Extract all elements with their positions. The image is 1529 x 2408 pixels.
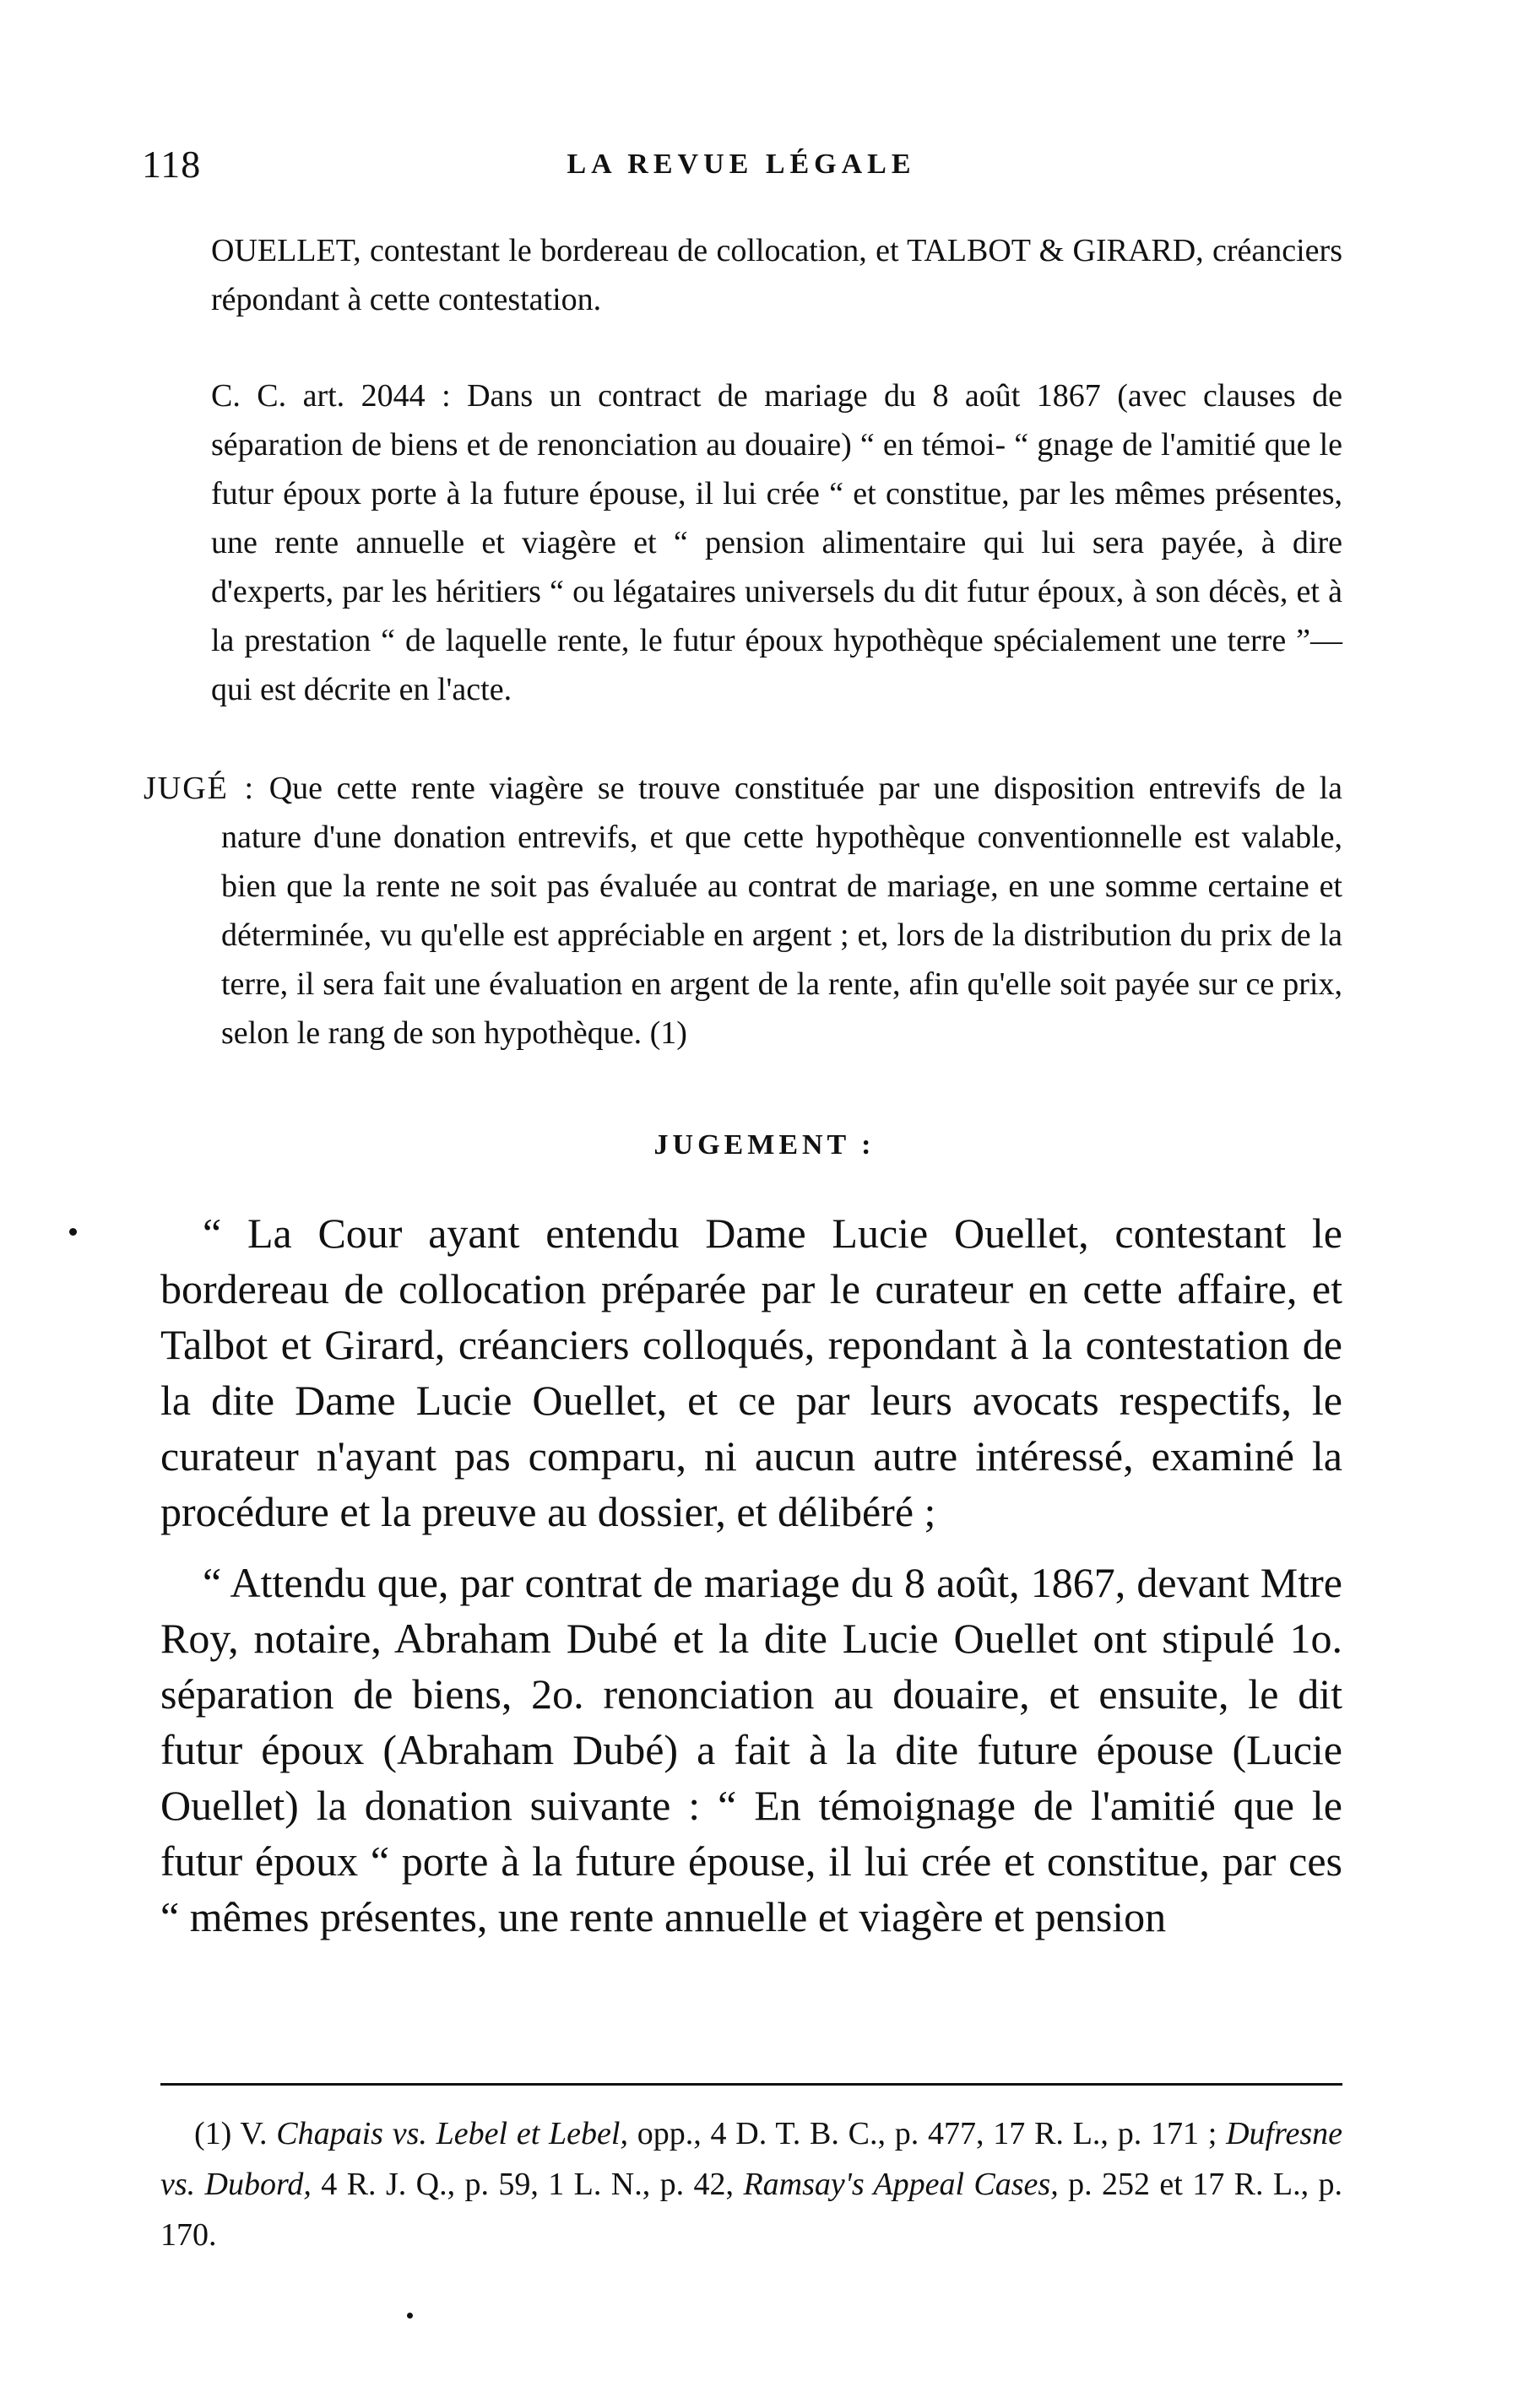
footnote [160, 2108, 1342, 2260]
holding-label: JUGÉ : [144, 771, 256, 806]
citation-text: C. C. art. 2044 : Dans un contract de mariage du 8 août 1867 (avec clauses de séparation de biens et de renonciation au douaire) “ en témoi- “ gnage de l'amitié que le futur époux porte à la future épouse, il lui crée “ et constitue, par les mêmes présentes, une rente annuelle et viagère et “ pension alimentaire qui lui sera payée, à dire d'experts, par les héritiers “ ou légataires universels du dit futur époux, à son décès, et à la prestation “ de laquelle rente, le futur époux hypothèque spécialement une terre ”— qui est décrite en l'acte. [211, 378, 1342, 707]
holding-paragraph [144, 764, 1342, 1058]
case-citation [169, 371, 1342, 714]
margin-dot [69, 1228, 77, 1236]
page-number: 118 [142, 143, 202, 186]
case-holding [144, 764, 1342, 1058]
footnote-ref-1: opp., 4 D. T. B. C., p. 477, 17 R. L., p. 171 ; [637, 2116, 1217, 2151]
page-header [142, 142, 1341, 192]
footnote-case-3: Ramsay's Appeal Cases, [743, 2167, 1059, 2202]
footnote-ref-3: p. 252 et 17 R. L., p. 170. [160, 2167, 1343, 2253]
case-parties [211, 226, 1342, 324]
footnote-case-2: Dufresne vs. Dubord, [160, 2116, 1342, 2202]
footnote-ref-2: 4 R. J. Q., p. 59, 1 L. N., p. 42, [321, 2167, 735, 2202]
parties-text: OUELLET, contestant le bordereau de collocation, et TALBOT & GIRARD, créanciers répondant à cette contestation. [211, 233, 1342, 317]
bottom-dot [407, 2313, 413, 2319]
judgment-paragraph: “ Attendu que, par contrat de mariage du 8 août, 1867, devant Mtre Roy, notaire, Abraham Dubé et la dite Lucie Ouellet ont stipulé 1o. séparation de biens, 2o. renonciation au douaire, et ensuite, le dit futur époux (Abraham Dubé) a fait à la dite future épouse (Lucie Ouellet) la donation suivante : “ En témoignage de l'amitié que le futur époux “ porte à la future épouse, il lui crée et constitue, par ces “ mêmes présentes, une rente annuelle et viagère et pension [160, 1559, 1342, 1940]
judgment-heading: JUGEMENT : [653, 1129, 876, 1161]
footnote-case-1: Chapais vs. Lebel et Lebel, [276, 2116, 628, 2151]
footnote-marker: (1) V. [194, 2116, 268, 2151]
holding-text: Que cette rente viagère se trouve constituée par une disposition entrevifs de la nature d'une donation entrevifs, et que cette hypothèque conventionnelle est valable, bien que la rente ne soit pas évaluée au contrat de mariage, en une somme certaine et déterminée, vu qu'elle est appréciable en argent ; et, lors de la distribution du prix de la terre, il sera fait une évaluation en argent de la rente, afin qu'elle soit payée sur ce prix, selon le rang de son hypothèque. (1) [221, 771, 1343, 1051]
footnote-text [160, 2108, 1342, 2260]
judgment-body [160, 1205, 1342, 1960]
judgment-paragraph: “ La Cour ayant entendu Dame Lucie Ouellet, contestant le bordereau de collocation préparée par le curateur en cette affaire, et Talbot et Girard, créanciers colloqués, repondant à la contestation de la dite Dame Lucie Ouellet, et ce par leurs avocats respectifs, le curateur n'ayant pas comparu, ni aucun autre intéressé, examiné la procédure et la preuve au dossier, et délibéré ; [160, 1209, 1342, 1535]
running-title: LA REVUE LÉGALE [567, 149, 916, 180]
footnote-divider [160, 2083, 1342, 2086]
